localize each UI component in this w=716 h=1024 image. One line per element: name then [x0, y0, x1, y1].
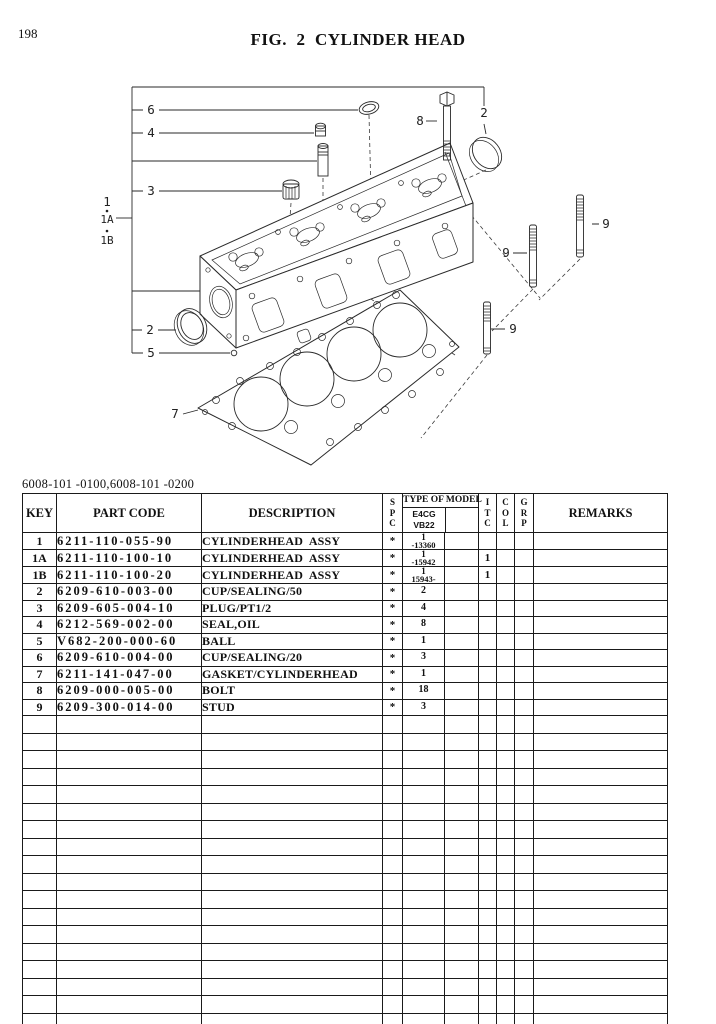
callout-7: 7: [171, 406, 179, 421]
empty-row: [23, 716, 668, 734]
callout-1: 1: [103, 194, 111, 209]
ball-drawing: [231, 350, 237, 356]
empty-row: [23, 786, 668, 804]
empty-row: [23, 961, 668, 979]
plug-pt-drawing: [283, 180, 299, 199]
empty-row: [23, 926, 668, 944]
empty-row: [23, 1013, 668, 1024]
table-row: 1 6211-110-055-90 CYLINDERHEAD ASSY * 1 -13360: [23, 533, 668, 550]
table-row: 6 6209-610-004-00 CUP/SEALING/20 * 3: [23, 650, 668, 667]
table-row: 1A 6211-110-100-10 CYLINDERHEAD ASSY * 1 -15942 1: [23, 550, 668, 567]
table-header-row: [23, 494, 668, 533]
callout-9-middle: 9: [502, 245, 510, 260]
empty-row: [23, 908, 668, 926]
empty-row: [23, 978, 668, 996]
parts-table: [22, 493, 668, 1024]
figure-caption: 6008-101 -0100,6008-101 -0200: [22, 477, 195, 491]
callout-9-right: 9: [602, 216, 610, 231]
empty-row: [23, 751, 668, 769]
empty-row: [23, 943, 668, 961]
callout-9-lower: 9: [509, 321, 517, 336]
callout-2-left: 2: [146, 322, 154, 337]
stud-drawing-right: [577, 195, 584, 257]
callout-4: 4: [147, 125, 155, 140]
empty-row: [23, 821, 668, 839]
callout-2-top: 2: [480, 105, 488, 120]
oil-seal-drawing: [316, 123, 326, 136]
cup-sealing-20-drawing: [358, 100, 380, 117]
header-part-code: PART CODE: [57, 494, 202, 533]
table-row: 9 6209-300-014-00 STUD * 3: [23, 699, 668, 716]
empty-row: [23, 733, 668, 751]
header-col: C O L: [497, 494, 515, 533]
header-spc: S P C: [383, 494, 403, 533]
table-row: 1B 6211-110-100-20 CYLINDERHEAD ASSY * 1 15943- 1: [23, 567, 668, 584]
valve-guide-drawing: [318, 144, 328, 177]
page-number: 198: [18, 26, 38, 41]
header-key: KEY: [23, 494, 57, 533]
empty-row: [23, 803, 668, 821]
header-model-variant-2: [446, 508, 478, 532]
empty-row: [23, 768, 668, 786]
table-row: 8 6209-000-005-00 BOLT * 18: [23, 683, 668, 700]
table-row: 7 6211-141-047-00 GASKET/CYLINDERHEAD * 1: [23, 666, 668, 683]
callout-5: 5: [147, 345, 155, 360]
callout-6: 6: [147, 102, 155, 117]
header-type-of-model: TYPE OF MODEL E4CG VB22: [403, 494, 479, 533]
empty-row: [23, 891, 668, 909]
table-row: 4 6212-569-002-00 SEAL,OIL * 8: [23, 617, 668, 634]
empty-row: [23, 856, 668, 874]
empty-row: [23, 996, 668, 1014]
table-row: 3 6209-605-004-10 PLUG/PT1/2 * 4: [23, 600, 668, 617]
header-grp: G R P: [515, 494, 534, 533]
stud-drawing-lower: [484, 302, 491, 354]
table-row: 5 V682-200-000-60 BALL * 1: [23, 633, 668, 650]
header-itc: I T C: [479, 494, 497, 533]
table-row: 2 6209-610-003-00 CUP/SEALING/50 * 2: [23, 584, 668, 601]
header-remarks: REMARKS: [534, 494, 668, 533]
stud-drawing-middle: [530, 225, 537, 287]
empty-row: [23, 873, 668, 891]
callout-1b: 1B: [100, 234, 114, 247]
callout-1a: 1A: [100, 213, 114, 226]
empty-row: [23, 838, 668, 856]
figure-title: FIG. 2 CYLINDER HEAD: [250, 30, 466, 49]
header-model-variant: E4CG VB22: [403, 508, 446, 532]
cylinder-head-body-drawing: [200, 143, 473, 348]
callout-8: 8: [416, 113, 424, 128]
header-description: DESCRIPTION: [202, 494, 383, 533]
callout-3: 3: [147, 183, 155, 198]
cylinder-head-exploded-diagram: [0, 80, 716, 480]
